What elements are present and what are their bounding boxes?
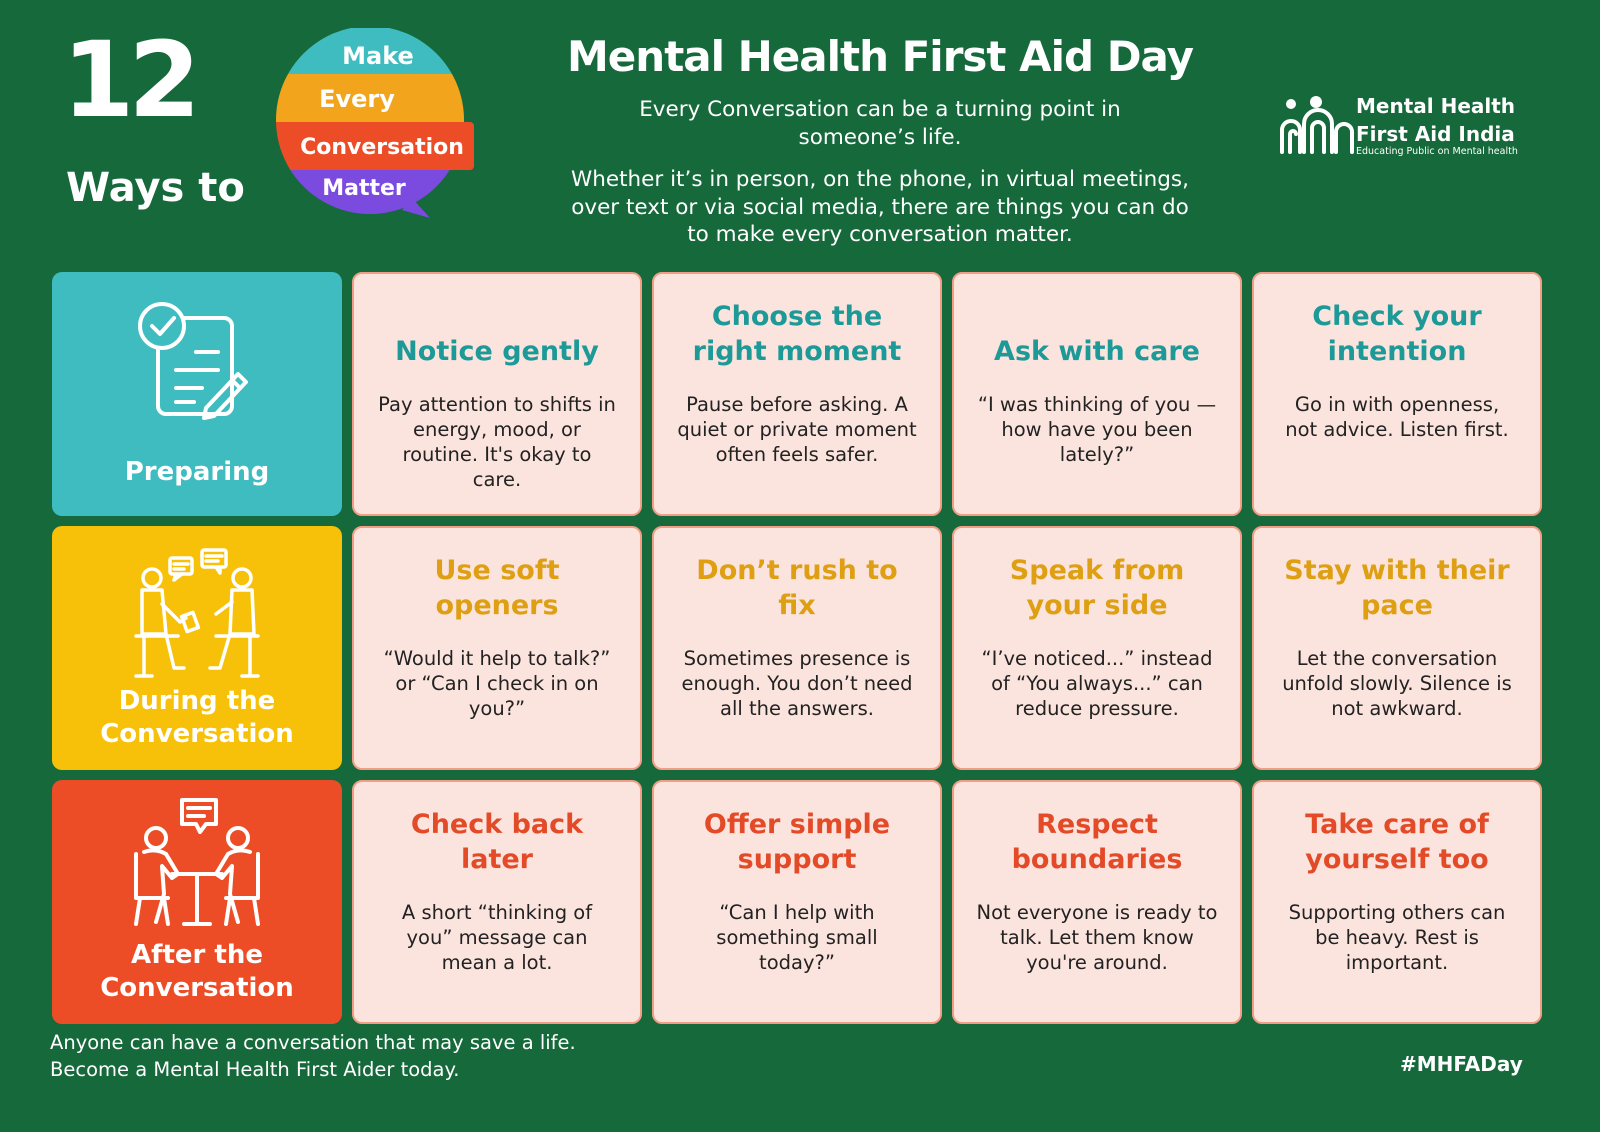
tip-title: Notice gently [395,336,599,368]
people-at-table-icon [122,794,272,944]
category-label: During the Conversation [100,686,294,749]
tip-body: Pay attention to shifts in energy, mood, or routine. It's okay to care. [378,393,616,492]
tip-body: Go in with openness, not advice. Listen first. [1285,393,1509,442]
tip-title: Check back later [410,808,584,876]
tip-body: “Can I help with something small today?” [716,901,878,975]
tip-body: Not everyone is ready to talk. Let them know you're around. [976,901,1218,975]
tip-title: Don’t rush to fix [696,554,898,622]
tip-body: Let the conversation unfold slowly. Silence is not awkward. [1282,647,1512,721]
tip-title: Stay with their pace [1284,554,1510,622]
tip-body: “I’ve noticed...” instead of “You always...” can reduce pressure. [981,647,1213,721]
tip-card [952,272,1242,516]
checklist-icon [122,296,272,446]
logo-text-line2: First Aid India [1356,122,1515,146]
tip-card [1252,272,1542,516]
speech-bubble-graphic [262,28,492,226]
page-title: Mental Health First Aid Day [567,32,1193,81]
tip-title: Use soft openers [434,554,560,622]
tip-body: A short “thinking of you” message can mean a lot. [401,901,593,975]
bubble-word-make: Make [342,42,414,70]
hashtag: #MHFADay [1400,1052,1523,1076]
bubble-word-conversation: Conversation [300,135,464,160]
tip-card [652,272,942,516]
tips-grid [52,272,1542,1024]
bubble-word-every: Every [319,85,395,113]
ways-to-text: Ways to [66,165,245,211]
category-preparing [52,272,342,516]
bubble-word-matter: Matter [322,176,406,201]
tip-body: Supporting others can be heavy. Rest is important. [1288,901,1506,975]
tip-card [1252,780,1542,1024]
category-label: Preparing [124,456,270,487]
tip-body: Pause before asking. A quiet or private moment often feels safer. [677,393,917,467]
tip-card [952,780,1242,1024]
tip-title: Ask with care [994,336,1200,368]
logo-tagline: Educating Public on Mental health [1356,146,1518,157]
category-label: After the Conversation [100,940,294,1003]
tip-body: “I was thinking of you — how have you been lately?” [977,393,1217,467]
tip-card [652,526,942,770]
tip-title: Check your intention [1312,300,1482,368]
tip-title: Speak from your side [1009,554,1185,622]
subtitle-turning-point: Every Conversation can be a turning point in someone’s life. [639,97,1121,150]
category-during [52,526,342,770]
logo-text-line1: Mental Health [1356,94,1516,118]
category-after [52,780,342,1024]
subtitle-description: Whether it’s in person, on the phone, in virtual meetings, over text or via social media, there are things you can do to make every conversation matter. [571,167,1189,248]
footer-line-1: Anyone can have a conversation that may save a life. [50,1031,576,1054]
tip-title: Take care of yourself too [1305,808,1489,876]
tip-title: Offer simple support [703,808,891,876]
tip-body: Sometimes presence is enough. You don’t need all the answers. [681,647,913,721]
tip-card [352,272,642,516]
footer-line-2: Become a Mental Health First Aider today. [50,1057,460,1081]
tip-title: Respect boundaries [1011,808,1183,876]
tip-body: “Would it help to talk?” or “Can I check in on you?” [383,647,611,721]
tip-card [352,526,642,770]
tip-title: Choose the right moment [692,300,902,368]
tip-card [352,780,642,1024]
tip-card [652,780,942,1024]
two-people-talking-icon [122,548,272,698]
footer-message [50,1030,576,1083]
tip-card [952,526,1242,770]
big-number-12: 12 [62,19,195,141]
tip-card [1252,526,1542,770]
